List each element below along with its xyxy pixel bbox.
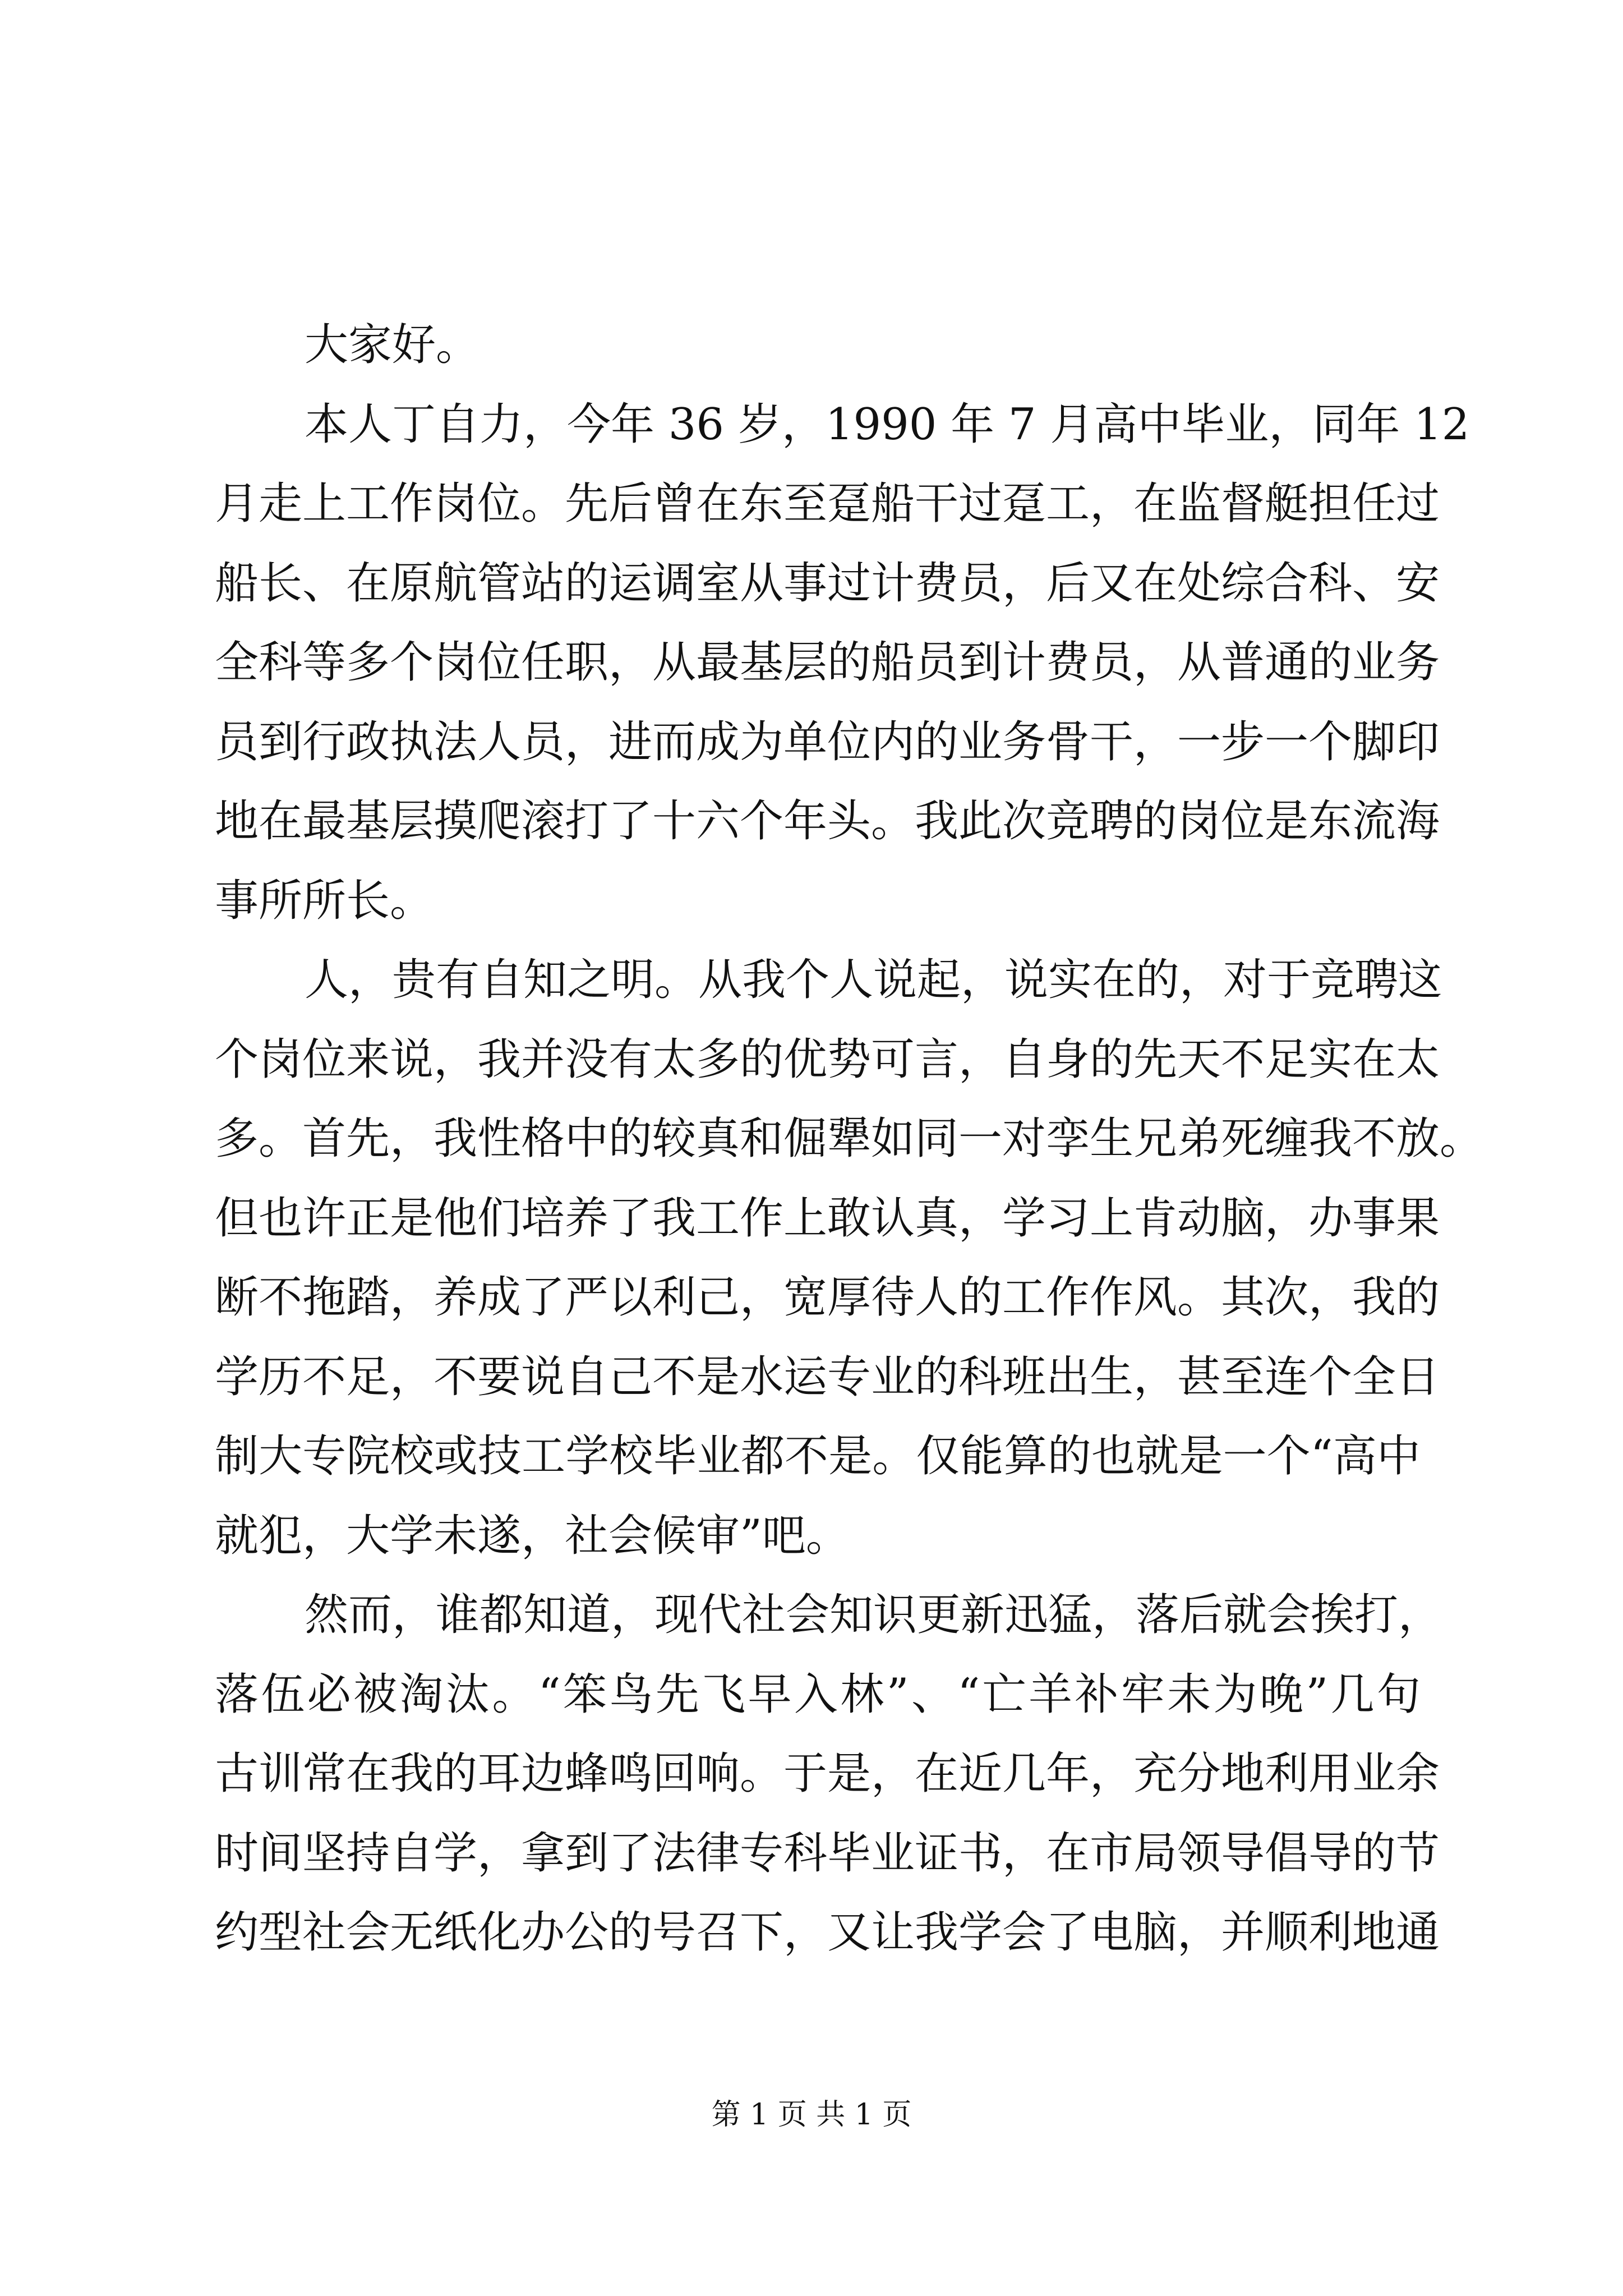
text-line: 多。首先，我性格中的较真和倔犟如同一对孪生兄弟死缠我不放。 — [215, 1114, 1484, 1164]
text-line: 但也许正是他们培养了我工作上敢认真，学习上肯动脑，办事果 — [215, 1193, 1440, 1244]
text-line: 本人丁自力，今年 36 岁，1990 年 7 月高中毕业，同年 12 — [305, 399, 1470, 450]
text-line: 时间坚持自学，拿到了法律专科毕业证书，在市局领导倡导的节 — [215, 1828, 1440, 1879]
text-line: 制大专院校或技工学校毕业都不是。仅能算的也就是一个“高中 — [215, 1431, 1421, 1481]
text-line: 然而，谁都知道，现代社会知识更新迅猛，落后就会挨打， — [305, 1590, 1442, 1640]
text-line: 地在最基层摸爬滚打了十六个年头。我此次竞聘的岗位是东流海 — [215, 796, 1440, 846]
text-line: 落伍必被淘汰。“笨鸟先飞早入林”、“亡羊补牢未为晚”几句 — [215, 1669, 1421, 1720]
text-line: 就犯，大学未遂，社会候审”吧。 — [215, 1510, 850, 1561]
text-line: 学历不足，不要说自己不是水运专业的科班出生，甚至连个全日 — [215, 1351, 1440, 1402]
text-line: 员到行政执法人员，进而成为单位内的业务骨干，一步一个脚印 — [215, 716, 1440, 767]
text-line: 大家好。 — [305, 320, 480, 370]
text-line: 断不拖踏，养成了严以利己，宽厚待人的工作作风。其次，我的 — [215, 1272, 1440, 1323]
text-line: 人，贵有自知之明。从我个人说起，说实在的，对于竞聘这 — [305, 955, 1442, 1005]
text-line: 约型社会无纸化办公的号召下，又让我学会了电脑，并顺利地通 — [215, 1907, 1440, 1958]
text-line: 船长、在原航管站的运调室从事过计费员，后又在处综合科、安 — [215, 558, 1440, 609]
text-line: 事所所长。 — [215, 875, 434, 926]
document-body — [215, 306, 1484, 1973]
text-line: 古训常在我的耳边蜂鸣回响。于是，在近几年，充分地利用业余 — [215, 1749, 1440, 1799]
text-line: 个岗位来说，我并没有太多的优势可言，自身的先天不足实在太 — [215, 1034, 1440, 1085]
page-footer: 第 1 页 共 1 页 — [711, 2098, 912, 2132]
text-line: 全科等多个岗位任职，从最基层的船员到计费员，从普通的业务 — [215, 637, 1440, 688]
text-line: 月走上工作岗位。先后曾在东至趸船干过趸工，在监督艇担任过 — [215, 478, 1440, 529]
